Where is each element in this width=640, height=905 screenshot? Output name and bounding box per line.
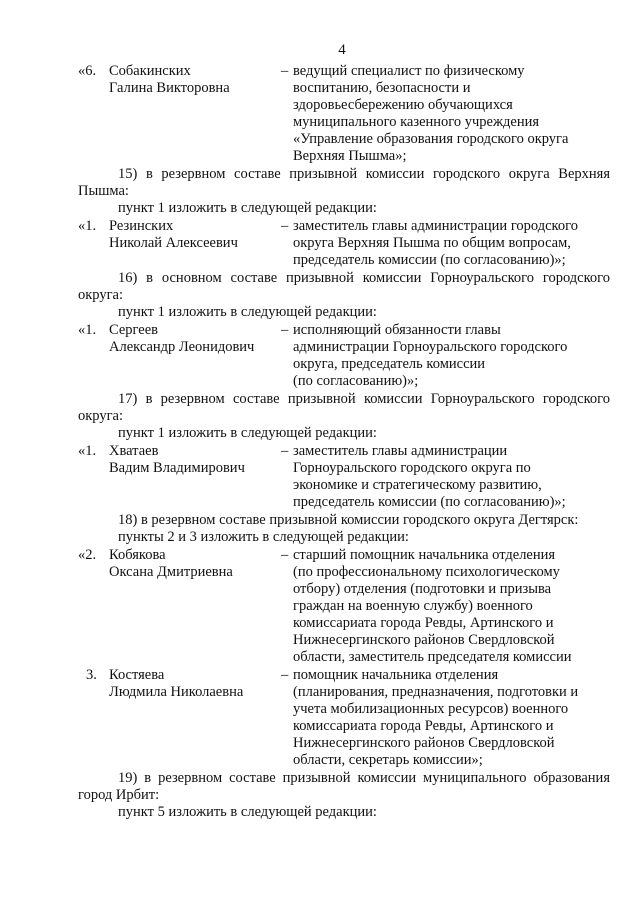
member-name: Резинских Николай Алексеевич	[109, 218, 238, 251]
member-name: Собакинских Галина Викторовна	[109, 63, 230, 96]
entry-number: «6.	[78, 63, 97, 79]
dash: –	[281, 322, 289, 338]
document-body	[78, 62, 610, 821]
member-position: заместитель главы администрации городского округа Верхняя Пышма по общим вопросам, председатель комиссии (по согласованию)»;	[293, 218, 578, 268]
dash: –	[281, 218, 289, 234]
paragraph-17-sub: пункт 1 изложить в следующей редакции:	[118, 425, 377, 441]
dash: –	[281, 667, 289, 683]
member-name: Хватаев Вадим Владимирович	[109, 443, 245, 476]
member-name: Костяева Людмила Николаевна	[109, 667, 244, 700]
member-position: ведущий специалист по физическому воспитанию, безопасности и здоровьесбережению обучающихся муниципального казенного учреждения «Управление образования городского округа Верхняя Пышма»;	[293, 63, 569, 164]
member-entry	[78, 63, 610, 165]
page-number: 4	[338, 42, 346, 58]
dash: –	[281, 63, 289, 79]
paragraph-15: 15) в резервном составе призывной комиссии городского округа Верхняя	[118, 166, 610, 182]
dash: –	[281, 547, 289, 563]
paragraph-17-cont: округа:	[78, 408, 124, 424]
entry-number: «1.	[78, 443, 97, 459]
paragraph-18: 18) в резервном составе призывной комиссии городского округа Дегтярск:	[118, 512, 579, 528]
entry-number: «1.	[78, 218, 97, 234]
paragraph-19-cont: город Ирбит:	[78, 787, 160, 803]
member-entry	[78, 667, 610, 769]
entry-number: «2.	[78, 547, 97, 563]
entry-number: 3.	[86, 667, 97, 683]
paragraph-19: 19) в резервном составе призывной комиссии муниципального образования	[118, 770, 610, 786]
dash: –	[281, 443, 289, 459]
member-entry	[78, 443, 610, 511]
paragraph-16-sub: пункт 1 изложить в следующей редакции:	[118, 304, 377, 320]
paragraph-17: 17) в резервном составе призывной комиссии Горноуральского городского	[118, 391, 610, 407]
entry-number: «1.	[78, 322, 97, 338]
member-entry	[78, 218, 610, 269]
member-position: исполняющий обязанности главы администрации Горноуральского городского округа, председатель комиссии (по согласованию)»;	[293, 322, 568, 389]
member-entry	[78, 547, 610, 666]
member-entry	[78, 322, 610, 390]
member-name: Сергеев Александр Леонидович	[109, 322, 255, 355]
paragraph-18-sub: пункты 2 и 3 изложить в следующей редакции:	[118, 529, 409, 545]
member-position: заместитель главы администрации Горноуральского городского округа по экономике и стратегическому развитию, председатель комиссии (по согласованию)»;	[293, 443, 566, 510]
paragraph-16-cont: округа:	[78, 287, 124, 303]
paragraph-19-sub: пункт 5 изложить в следующей редакции:	[118, 804, 377, 820]
member-position: старший помощник начальника отделения (по профессиональному психологическому отбору) отделения (подготовки и призыва граждан на военную службу) военного комиссариата города Ревды, Артинского и Нижнесергинского районов Свердловской области, заместитель председателя комиссии	[293, 547, 572, 665]
paragraph-16: 16) в основном составе призывной комиссии Горноуральского городского	[118, 270, 610, 286]
member-position: помощник начальника отделения (планирования, предназначения, подготовки и учета мобилизационных ресурсов) военного комиссариата города Ревды, Артинского и Нижнесергинского районов Свердловской области, секретарь комиссии»;	[293, 667, 579, 768]
member-name: Кобякова Оксана Дмитриевна	[109, 547, 233, 580]
paragraph-15-sub: пункт 1 изложить в следующей редакции:	[118, 200, 377, 216]
paragraph-15-cont: Пышма:	[78, 183, 129, 199]
